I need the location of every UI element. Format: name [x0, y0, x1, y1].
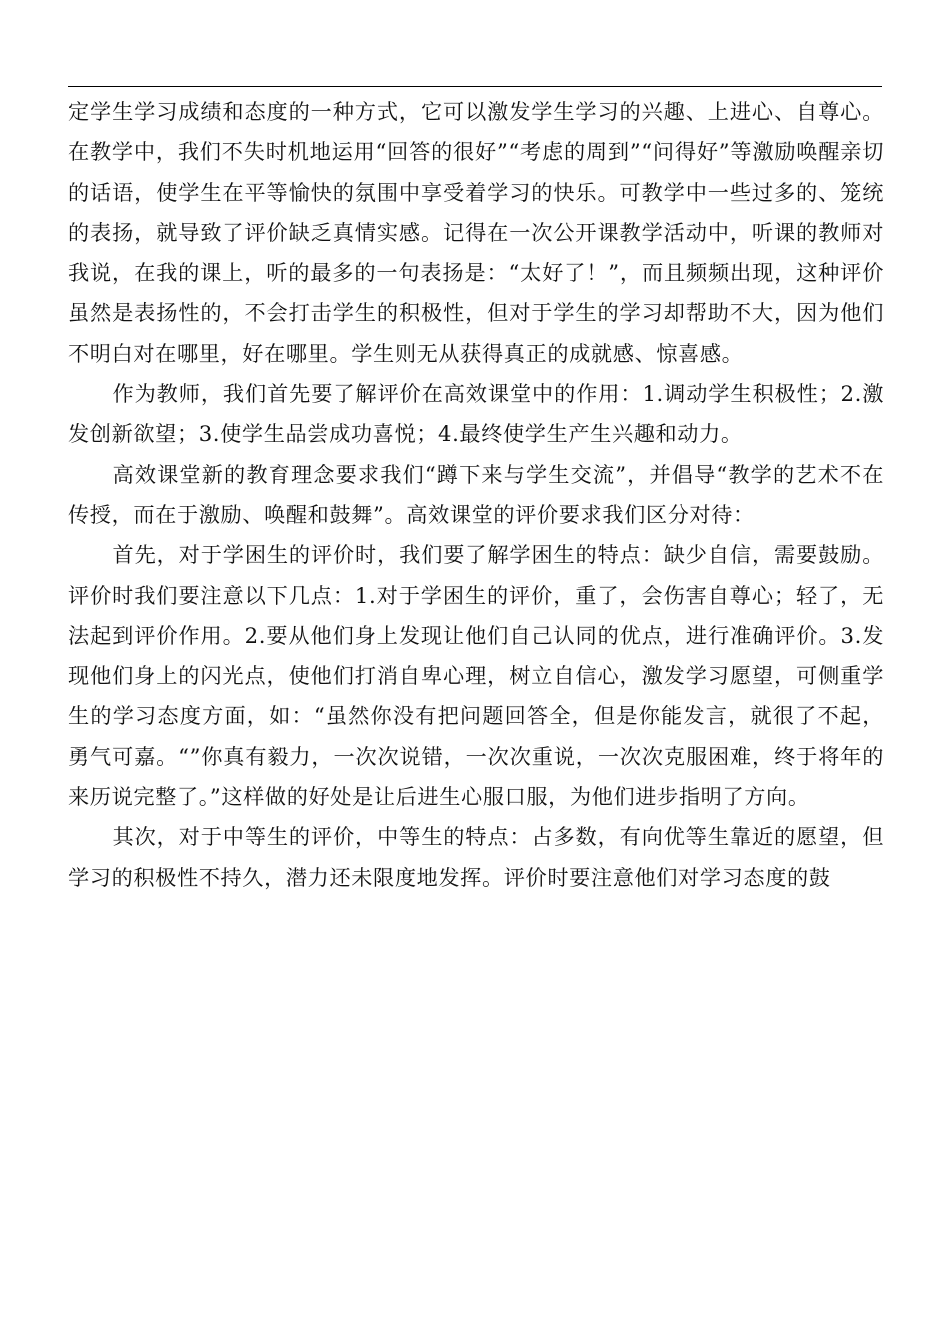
paragraph-5: 其次，对于中等生的评价，中等生的特点：占多数，有向优等生靠近的愿望，但学习的积极性不持久，潜力还未限度地发挥。评价时要注意他们对学习态度的鼓: [68, 824, 884, 890]
paragraph-3: 高效课堂新的教育理念要求我们“蹲下来与学生交流”，并倡导“教学的艺术不在传授，而在于激励、唤醒和鼓舞”。高效课堂的评价要求我们区分对待：: [68, 461, 884, 527]
paragraph-2: 作为教师，我们首先要了解评价在高效课堂中的作用：1.调动学生积极性；2.激发创新欲望；3.使学生品尝成功喜悦；4.最终使学生产生兴趣和动力。: [68, 381, 884, 447]
paragraph-1: 定学生学习成绩和态度的一种方式，它可以激发学生学习的兴趣、上进心、自尊心。在教学中，我们不失时机地运用“回答的很好”“考虑的周到”“问得好”等激励唤醒亲切的话语，使学生在平等愉快的氛围中享受着学习的快乐。可教学中一些过多的、笼统的表扬，就导致了评价缺乏真情实感。记得在一次公开课教学活动中，听课的教师对我说，在我的课上，听的最多的一句表扬是：“太好了！”，而且频频出现，这种评价虽然是表扬性的，不会打击学生的积极性，但对于学生的学习却帮助不大，因为他们不明白对在哪里，好在哪里。学生则无从获得真正的成就感、惊喜感。: [68, 99, 884, 366]
header-rule: [68, 86, 882, 87]
document-body: [68, 92, 884, 898]
paragraph-4: 首先，对于学困生的评价时，我们要了解学困生的特点：缺少自信，需要鼓励。评价时我们要注意以下几点：1.对于学困生的评价，重了，会伤害自尊心；轻了，无法起到评价作用。2.要从他们身上发现让他们自己认同的优点，进行准确评价。3.发现他们身上的闪光点，使他们打消自卑心理，树立自信心，激发学习愿望，可侧重学生的学习态度方面，如：“虽然你没有把问题回答全，但是你能发言，就很了不起，勇气可嘉。“”你真有毅力，一次次说错，一次次重说，一次次克服困难，终于将年的来历说完整了。”这样做的好处是让后进生心服口服，为他们进步指明了方向。: [68, 542, 884, 810]
